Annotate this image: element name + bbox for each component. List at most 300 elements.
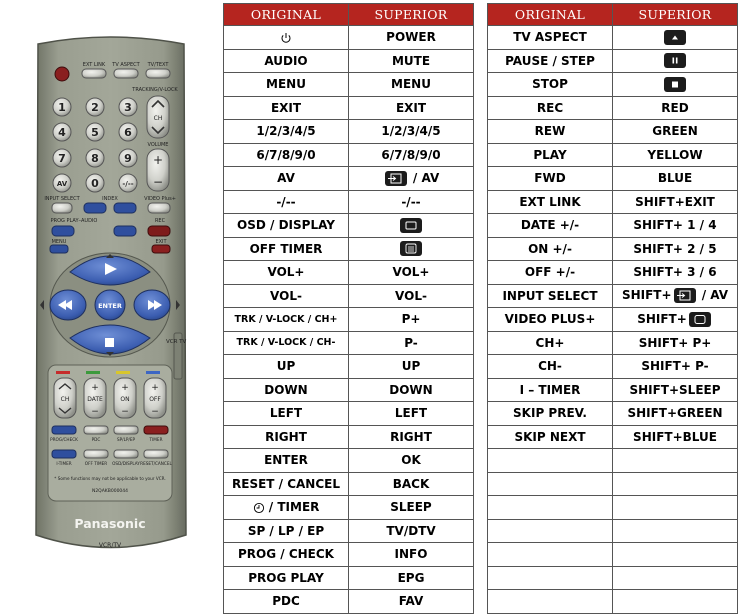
original-text: SP / LP / EP	[247, 523, 325, 538]
superior-text: 6/7/8/9/0	[381, 147, 441, 162]
svg-text:−: −	[152, 175, 164, 189]
mapping-row	[224, 214, 474, 238]
tv-text-label: TV/TEXT	[147, 62, 169, 68]
mapping-row	[224, 543, 474, 567]
up-triangle-button-icon	[662, 30, 688, 45]
av-key-label: AV	[56, 180, 68, 188]
cell-original	[488, 26, 613, 50]
cell-superior	[349, 543, 474, 567]
mapping-row	[224, 402, 474, 426]
mapping-row	[224, 355, 474, 379]
superior-text: P+	[401, 312, 421, 327]
superior-text: RED	[661, 100, 689, 115]
superior-text: POWER	[386, 30, 436, 45]
prog-check-label: PROG/CHECK	[50, 437, 78, 442]
original-text: PDC	[272, 594, 300, 609]
header-original: ORIGINAL	[488, 4, 613, 26]
index-label: INDEX	[102, 196, 118, 202]
mapping-row	[224, 566, 474, 590]
cell-original	[224, 261, 349, 285]
superior-text: BACK	[392, 476, 430, 491]
cell-original	[224, 449, 349, 473]
cell-superior	[349, 566, 474, 590]
mapping-row	[488, 449, 738, 473]
mapping-row	[488, 566, 738, 590]
ch-lower-label: CH	[60, 396, 70, 403]
original-text: PROG / CHECK	[238, 547, 334, 562]
exit-label: EXIT	[155, 239, 167, 245]
mapping-row	[224, 308, 474, 332]
index-next-button	[114, 203, 136, 213]
superior-text: MUTE	[391, 53, 431, 68]
cell-superior	[349, 143, 474, 167]
cell-original	[488, 49, 613, 73]
cell-superior	[349, 49, 474, 73]
mapping-rows-left	[224, 26, 474, 614]
cell-original	[224, 543, 349, 567]
input-select-label: INPUT SELECT	[44, 196, 80, 202]
cell-superior	[349, 214, 474, 238]
cell-superior	[613, 472, 738, 496]
mapping-row	[224, 120, 474, 144]
cell-superior	[349, 496, 474, 520]
cell-superior	[613, 120, 738, 144]
cell-superior	[613, 96, 738, 120]
svg-text:−: −	[121, 407, 129, 417]
mapping-row	[488, 49, 738, 73]
original-text: TRK / V-LOCK / CH+	[234, 313, 338, 325]
cell-superior	[349, 449, 474, 473]
cell-superior	[349, 237, 474, 261]
cell-superior	[349, 472, 474, 496]
cell-original	[488, 331, 613, 355]
svg-text:+: +	[151, 383, 159, 393]
original-text: DATE +/-	[520, 218, 580, 233]
volume-label: VOLUME	[147, 142, 169, 148]
pause-button-icon	[662, 53, 688, 68]
cell-superior	[349, 331, 474, 355]
superior-text: VOL-	[395, 288, 427, 303]
superior-text: RIGHT	[390, 429, 432, 444]
original-text: CH-	[538, 359, 562, 374]
cell-original	[224, 143, 349, 167]
original-text: TV ASPECT	[513, 30, 587, 45]
input-source-icon	[383, 171, 409, 186]
date-label: DATE	[87, 396, 103, 403]
reset-cancel-button	[144, 450, 168, 458]
mapping-row	[224, 449, 474, 473]
superior-text: EXIT	[395, 100, 427, 115]
superior-text: DOWN	[389, 382, 433, 397]
original-text: 1/2/3/4/5	[256, 124, 316, 139]
original-text: PLAY	[533, 147, 567, 162]
superior-text: SHIFT+ P+	[638, 335, 712, 350]
pause-step-button	[114, 226, 136, 236]
mapping-row	[488, 167, 738, 191]
superior-text: GREEN	[652, 124, 698, 139]
rec-button	[148, 226, 170, 236]
cell-superior	[613, 355, 738, 379]
cell-original	[488, 96, 613, 120]
cell-superior	[613, 237, 738, 261]
cell-superior	[349, 73, 474, 97]
cell-original	[224, 167, 349, 191]
mapping-row	[488, 402, 738, 426]
cell-superior	[349, 378, 474, 402]
cell-original	[488, 449, 613, 473]
off-label: OFF	[149, 396, 161, 403]
mapping-table-left	[223, 3, 474, 614]
cell-superior	[349, 425, 474, 449]
digit-1: 1	[58, 101, 66, 114]
original-text: MENU	[266, 77, 306, 92]
pdc-label: PDC	[91, 437, 101, 442]
superior-text: SHIFT+ P-	[641, 359, 709, 374]
cell-original	[488, 590, 613, 614]
header-superior: SUPERIOR	[613, 4, 738, 26]
sp-lp-ep-button	[114, 426, 138, 434]
original-text: SKIP NEXT	[514, 429, 586, 444]
ext-link-button	[82, 69, 106, 78]
mapping-row	[488, 425, 738, 449]
cell-superior	[613, 543, 738, 567]
original-text: AUDIO	[264, 53, 308, 68]
original-text: RIGHT	[265, 429, 307, 444]
svg-text:+: +	[91, 383, 99, 393]
original-text: -/--	[276, 194, 296, 209]
vcr-tv-side-label: VCR TV	[166, 339, 187, 345]
cell-original	[488, 190, 613, 214]
mapping-row	[488, 237, 738, 261]
mapping-row	[488, 543, 738, 567]
mapping-row	[488, 331, 738, 355]
stop-button-icon	[662, 77, 688, 92]
cell-original	[224, 355, 349, 379]
mapping-rows-right	[488, 26, 738, 614]
list-button-icon	[398, 241, 424, 256]
superior-text: SHIFT+BLUE	[633, 429, 717, 444]
mapping-table-right	[487, 3, 738, 614]
sp-lp-ep-label: SP/LP/EP	[116, 437, 136, 442]
mapping-row	[224, 73, 474, 97]
cell-original	[488, 237, 613, 261]
superior-text: SHIFT+EXIT	[635, 194, 715, 209]
cell-superior	[613, 402, 738, 426]
cell-original	[224, 237, 349, 261]
mapping-row	[488, 120, 738, 144]
cell-original	[224, 519, 349, 543]
menu-button	[50, 245, 68, 253]
original-text: DOWN	[264, 382, 308, 397]
cell-superior	[613, 308, 738, 332]
cell-superior	[349, 590, 474, 614]
original-text: RESET / CANCEL	[232, 476, 340, 491]
superior-text: SHIFT+ 1 / 4	[633, 218, 717, 233]
tv-text-button	[146, 69, 170, 78]
mapping-row	[224, 26, 474, 50]
original-text: REW	[534, 124, 566, 139]
original-text: ENTER	[264, 453, 308, 468]
original-text: AV	[277, 171, 295, 186]
cell-superior	[349, 167, 474, 191]
exit-button	[152, 245, 170, 253]
mapping-row	[488, 519, 738, 543]
cell-superior	[613, 519, 738, 543]
cell-original	[224, 96, 349, 120]
i-timer-button	[52, 450, 76, 458]
prog-play-button	[52, 226, 74, 236]
i-timer-label: I-TIMER	[56, 461, 72, 466]
mapping-row	[488, 590, 738, 614]
superior-text: MENU	[391, 77, 431, 92]
cell-original	[488, 378, 613, 402]
cell-superior	[613, 449, 738, 473]
prog-check-button	[52, 426, 76, 434]
cell-superior	[613, 214, 738, 238]
original-text: OFF TIMER	[249, 241, 323, 256]
cell-original	[224, 120, 349, 144]
cell-superior	[613, 496, 738, 520]
cell-superior	[349, 355, 474, 379]
original-text: PAUSE / STEP	[505, 53, 595, 68]
digit-0: 0	[91, 177, 99, 190]
original-text: ON +/-	[528, 241, 572, 256]
cell-superior	[349, 96, 474, 120]
original-text: LEFT	[269, 406, 303, 421]
cell-superior	[349, 519, 474, 543]
original-text: I – TIMER	[519, 382, 581, 397]
cell-original	[488, 543, 613, 567]
mapping-row	[488, 308, 738, 332]
header-original: ORIGINAL	[224, 4, 349, 26]
mapping-row	[224, 519, 474, 543]
cell-original	[224, 73, 349, 97]
cell-superior	[613, 425, 738, 449]
digit-8: 8	[91, 152, 99, 165]
power-button	[55, 67, 69, 81]
original-text: TRK / V-LOCK / CH-	[236, 337, 336, 349]
cell-original	[488, 402, 613, 426]
video-plus-label: VIDEO Plus+	[144, 196, 176, 202]
input-source-icon	[672, 288, 698, 303]
cell-superior	[613, 284, 738, 308]
cell-original	[224, 425, 349, 449]
pdc-button	[84, 426, 108, 434]
cell-superior	[349, 402, 474, 426]
original-text: OFF +/-	[524, 265, 576, 280]
superior-text: BLUE	[657, 171, 693, 186]
superior-text: SHIFT+ 2 / 5	[633, 241, 717, 256]
cell-original	[224, 566, 349, 590]
display-button-icon	[398, 218, 424, 233]
superior-text: SHIFT+	[621, 288, 672, 303]
cell-original	[224, 472, 349, 496]
cell-original	[224, 214, 349, 238]
cell-original	[224, 190, 349, 214]
superior-text: 1/2/3/4/5	[381, 124, 441, 139]
original-text: VIDEO PLUS+	[504, 312, 596, 327]
cell-original	[488, 566, 613, 590]
mapping-row	[488, 26, 738, 50]
mapping-row	[488, 355, 738, 379]
original-text: PROG PLAY	[248, 570, 324, 585]
original-text: VOL-	[270, 288, 302, 303]
cell-superior	[613, 49, 738, 73]
remote-control-image	[0, 0, 220, 614]
superior-text: FAV	[398, 594, 424, 609]
menu-label: MENU	[51, 239, 67, 245]
original-text: OSD / DISPLAY	[237, 218, 335, 233]
osd-display-label: OSD/DISPLAY	[112, 461, 140, 466]
svg-text:+: +	[121, 383, 129, 393]
mapping-row	[224, 49, 474, 73]
superior-text: SHIFT+	[637, 311, 687, 326]
cell-superior	[613, 331, 738, 355]
original-text: 6/7/8/9/0	[256, 147, 316, 162]
digit-3: 3	[124, 101, 132, 114]
ch-rocker-label: CH	[153, 115, 163, 122]
clock-icon	[253, 501, 265, 515]
input-select-button	[52, 203, 72, 213]
mapping-row	[488, 143, 738, 167]
digit-9: 9	[124, 152, 132, 165]
cell-superior	[613, 167, 738, 191]
svg-text:−: −	[151, 407, 159, 417]
superior-text: VOL+	[392, 265, 430, 280]
cell-superior	[349, 308, 474, 332]
power-symbol-icon	[280, 31, 292, 45]
mapping-row	[488, 73, 738, 97]
mapping-row	[488, 261, 738, 285]
mapping-row	[224, 96, 474, 120]
cell-original	[488, 284, 613, 308]
superior-text: EPG	[397, 570, 425, 585]
mapping-row	[488, 214, 738, 238]
suffix-text: / AV	[701, 288, 729, 303]
mapping-row	[488, 190, 738, 214]
cell-original	[488, 496, 613, 520]
cell-superior	[613, 190, 738, 214]
cell-superior	[349, 190, 474, 214]
superior-text: LEFT	[394, 406, 428, 421]
tv-aspect-button	[114, 69, 138, 78]
original-text: / TIMER	[268, 500, 320, 514]
mapping-row	[224, 472, 474, 496]
on-label: ON	[120, 396, 130, 403]
cell-original	[488, 73, 613, 97]
cell-original	[488, 120, 613, 144]
video-plus-button	[148, 203, 170, 213]
ext-link-label: EXT LINK	[82, 62, 106, 68]
superior-text: P-	[404, 335, 418, 350]
cell-original	[224, 378, 349, 402]
mapping-row	[488, 96, 738, 120]
superior-text: OK	[401, 453, 421, 468]
timer-button	[144, 426, 168, 434]
mapping-row	[224, 331, 474, 355]
digit-4: 4	[58, 126, 66, 139]
cell-original	[224, 49, 349, 73]
timer-label: TIMER	[149, 437, 163, 442]
cell-superior	[613, 590, 738, 614]
superior-text: INFO	[394, 547, 428, 562]
superior-text: TV/DTV	[386, 523, 436, 538]
vcr-tv-label: VCR/TV	[98, 542, 122, 549]
cell-original	[224, 402, 349, 426]
mapping-row	[224, 167, 474, 191]
original-text: INPUT SELECT	[502, 288, 598, 303]
osd-display-button	[114, 450, 138, 458]
original-text: REC	[536, 100, 564, 115]
header-superior: SUPERIOR	[349, 4, 474, 26]
cell-original	[488, 261, 613, 285]
original-text: EXT LINK	[519, 194, 581, 209]
superior-text: -/--	[401, 194, 421, 209]
cell-original	[488, 355, 613, 379]
cell-original	[488, 214, 613, 238]
cell-original	[488, 308, 613, 332]
superior-text: SLEEP	[390, 500, 432, 515]
cell-original	[488, 472, 613, 496]
cell-original	[224, 590, 349, 614]
superior-text: / AV	[412, 170, 440, 185]
cell-superior	[349, 120, 474, 144]
cell-superior	[349, 284, 474, 308]
cell-original	[224, 308, 349, 332]
mapping-row	[224, 496, 474, 520]
cell-original	[488, 167, 613, 191]
superior-text: SHIFT+ 3 / 6	[633, 265, 717, 280]
off-timer-label: OFF TIMER	[84, 461, 108, 466]
mapping-row	[224, 261, 474, 285]
cell-superior	[613, 143, 738, 167]
cell-superior	[613, 26, 738, 50]
mapping-row	[488, 284, 738, 308]
digit-2: 2	[91, 101, 99, 114]
mapping-row	[224, 284, 474, 308]
dash-key-label: -/--	[122, 180, 134, 188]
original-text: CH+	[535, 335, 565, 350]
superior-text: UP	[401, 359, 421, 374]
model-number: N2QAKB000044	[91, 489, 129, 494]
cell-original	[488, 143, 613, 167]
cell-superior	[349, 26, 474, 50]
enter-label: ENTER	[98, 302, 122, 310]
original-text: EXIT	[270, 100, 302, 115]
mapping-row	[488, 472, 738, 496]
svg-text:+: +	[152, 153, 164, 167]
cell-original	[224, 331, 349, 355]
reset-cancel-label: RESET/CANCEL	[140, 461, 172, 466]
screen-button-icon	[687, 312, 713, 327]
superior-text: SHIFT+GREEN	[627, 406, 723, 421]
cell-superior	[349, 261, 474, 285]
rec-label: REC	[154, 218, 166, 224]
digit-7: 7	[58, 152, 66, 165]
index-prev-button	[84, 203, 106, 213]
superior-text: SHIFT+SLEEP	[629, 382, 721, 397]
mapping-row	[224, 590, 474, 614]
original-text: UP	[276, 359, 296, 374]
tv-aspect-label: TV ASPECT	[112, 62, 140, 68]
original-text: VOL+	[267, 265, 305, 280]
cell-original	[224, 284, 349, 308]
cell-superior	[613, 378, 738, 402]
digit-5: 5	[91, 126, 99, 139]
mapping-row	[488, 378, 738, 402]
original-text: STOP	[532, 77, 568, 92]
off-timer-button	[84, 450, 108, 458]
